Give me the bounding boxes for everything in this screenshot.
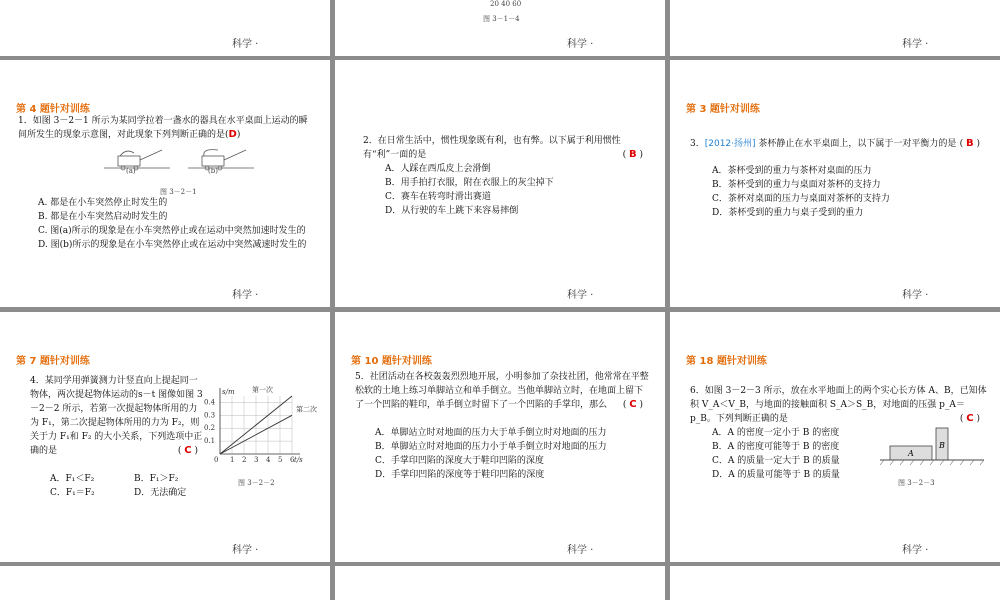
slide-heading: 第 4 题针对训练: [16, 104, 90, 115]
option-d[interactable]: D．从行驶的车上跳下来容易摔倒: [385, 206, 519, 216]
options: [692, 164, 988, 220]
cart-figure: [100, 142, 260, 178]
option-b[interactable]: B．茶杯受到的重力与桌面对茶杯的支持力: [712, 180, 881, 190]
options: [365, 162, 651, 218]
figure-caption: 图 3－2－3: [898, 479, 935, 487]
question-stem: 6．如图 3－2－3 所示，放在水平地面上的两个实心长方体 A、B，已知体积 V_A＜V_B，与地面的接触面积 S_A＞S_B，对地面的压强 p_A＝p_B。下列判断正确的是 ( C ): [690, 386, 987, 424]
slide-footer: 科学 ·: [567, 39, 594, 50]
year-tag: [2012·扬州]: [704, 139, 756, 149]
option-c[interactable]: C．A 的质量一定大于 B 的质量: [712, 456, 840, 466]
slide-top-right: [670, 0, 1000, 56]
slide-q1[interactable]: [0, 60, 330, 307]
option-c[interactable]: C．手掌印凹陷的深度大于鞋印凹陷的深度: [375, 456, 544, 466]
slide-bottom-left: [0, 566, 330, 600]
slide-q4[interactable]: [0, 312, 330, 562]
figure-label-a: (a): [126, 167, 136, 175]
figure-caption: 图 3－1－4: [483, 15, 520, 23]
option-d[interactable]: D．无法确定: [134, 488, 187, 498]
slide-q6[interactable]: [670, 312, 1000, 562]
origin-label: 0: [214, 456, 219, 464]
series-label-1: 第一次: [252, 386, 273, 394]
option-b[interactable]: B．F₁＞F₂: [134, 474, 179, 484]
slide-heading: 第 10 题针对训练: [351, 356, 432, 367]
slide-heading: 第 18 题针对训练: [686, 356, 767, 367]
option-a[interactable]: A．A 的密度一定小于 B 的密度: [712, 428, 840, 438]
question-stem: 2．在日常生活中，惯性现象既有利，也有弊。以下属于利用惯性有“利”一面的是 ( B ): [363, 136, 643, 160]
s-t-chart: [196, 386, 326, 472]
y-axis-label: s/m: [222, 388, 235, 396]
answer-mark: B: [965, 138, 974, 149]
y-tick-label: 0.2: [204, 424, 216, 433]
block-a-label: A: [908, 449, 914, 458]
slide-footer: 科学 ·: [902, 39, 929, 50]
option-d[interactable]: D. 图(b)所示的现象是在小车突然停止或在运动中突然减速时发生的: [38, 240, 307, 250]
figure-caption: 图 3－2－2: [238, 479, 275, 487]
x-tick-label: 1: [230, 456, 235, 464]
x-tick-label: 2: [242, 456, 247, 464]
question-stem: 1．如图 3－2－1 所示为某同学拉着一盏水的器具在水平桌面上运动的瞬间所发生的现象示意图，对此现象下列判断正确的是(D): [18, 116, 308, 140]
option-b[interactable]: B．单脚站立时对地面的压力小于单手倒立时对地面的压力: [375, 442, 607, 452]
axis-tick-labels: 20 40 60: [490, 0, 522, 8]
option-a[interactable]: A．单脚站立时对地面的压力大于单手倒立时对地面的压力: [375, 428, 607, 438]
question-stem: 5．社团活动在各校轰轰烈烈地开展，小明参加了杂技社团，他常常在平整松软的土地上练习单脚站立和单手倒立。当他单脚站立时，在地面上留下了一个凹陷的鞋印，单手倒立时留下了一个凹陷的手掌印，那么 ( C ): [355, 372, 649, 410]
option-c[interactable]: C．赛车在转弯时滑出赛道: [385, 192, 491, 202]
slide-bottom-middle: [335, 566, 665, 600]
answer-mark: B: [628, 149, 637, 160]
y-tick-label: 0.1: [204, 437, 216, 446]
blocks-figure: [878, 424, 988, 468]
option-a[interactable]: A．人踩在西瓜皮上会滑倒: [385, 164, 491, 174]
slide-footer: 科学 ·: [567, 545, 594, 556]
slide-heading: 第 3 题针对训练: [686, 104, 760, 115]
options: [355, 426, 651, 482]
option-a[interactable]: A．茶杯受到的重力与茶杯对桌面的压力: [712, 166, 872, 176]
y-tick-label: 0.3: [204, 411, 216, 420]
slide-q5[interactable]: [335, 312, 665, 562]
x-tick-label: 6: [290, 456, 295, 464]
answer-mark: C: [966, 413, 974, 424]
slide-q2[interactable]: [335, 60, 665, 307]
slide-bottom-right: [670, 566, 1000, 600]
slide-footer: 科学 ·: [232, 290, 259, 301]
block-b-label: B: [939, 441, 945, 450]
slide-top-left: [0, 0, 330, 56]
y-tick-label: 0.4: [204, 398, 216, 407]
slide-footer: 科学 ·: [902, 545, 929, 556]
question-stem: 3．[2012·扬州] 茶杯静止在水平桌面上，以下属于一对平衡力的是 ( B ): [690, 138, 980, 149]
options: [30, 472, 206, 500]
option-a[interactable]: A. 都是在小车突然停止时发生的: [38, 198, 168, 208]
options: [692, 426, 878, 482]
option-d[interactable]: D．茶杯受到的重力与桌子受到的重力: [712, 208, 864, 218]
x-tick-label: 3: [254, 456, 259, 464]
slide-heading: 第 7 题针对训练: [16, 356, 90, 367]
options: [18, 196, 314, 252]
slide-q3[interactable]: [670, 60, 1000, 307]
option-d[interactable]: D．A 的质量可能等于 B 的质量: [712, 470, 840, 480]
slide-footer: 科学 ·: [567, 290, 594, 301]
option-b[interactable]: B. 都是在小车突然启动时发生的: [38, 212, 168, 222]
slide-footer: 科学 ·: [232, 545, 259, 556]
option-c[interactable]: C．茶杯对桌面的压力与桌面对茶杯的支持力: [712, 194, 890, 204]
x-tick-label: 5: [278, 456, 283, 464]
option-b[interactable]: B．用手拍打衣服，附在衣服上的灰尘掉下: [385, 178, 554, 188]
figure-label-b: (b): [208, 167, 218, 175]
option-a[interactable]: A．F₁＜F₂: [50, 474, 95, 484]
answer-mark: C: [629, 399, 637, 410]
option-b[interactable]: B．A 的密度可能等于 B 的密度: [712, 442, 840, 452]
slide-top-middle: [335, 0, 665, 56]
answer-mark: C: [184, 445, 192, 456]
series-label-2: 第二次: [296, 405, 317, 414]
question-stem: 4．某同学用弹簧测力计竖直向上提起同一物体，两次提起物体运动的s－t 图像如图 3－2－2 所示，若第一次提起物体所用的力为 F₁，第二次提起物体所用的力为 F₂，则关于力 F₁和 F₂ 的大小关系，下列选项中正确的是 ( C ): [30, 376, 203, 456]
option-c[interactable]: C．F₁＝F₂: [50, 488, 95, 498]
option-c[interactable]: C. 图(a)所示的现象是在小车突然停止或在运动中突然加速时发生的: [38, 226, 306, 236]
x-tick-label: 4: [266, 456, 271, 464]
x-axis-label: t/s: [294, 456, 303, 464]
figure-caption: 图 3－2－1: [160, 188, 197, 196]
option-d[interactable]: D．手掌印凹陷的深度等于鞋印凹陷的深度: [375, 470, 545, 480]
answer-mark: D: [228, 129, 237, 140]
slide-footer: 科学 ·: [232, 39, 259, 50]
slide-footer: 科学 ·: [902, 290, 929, 301]
